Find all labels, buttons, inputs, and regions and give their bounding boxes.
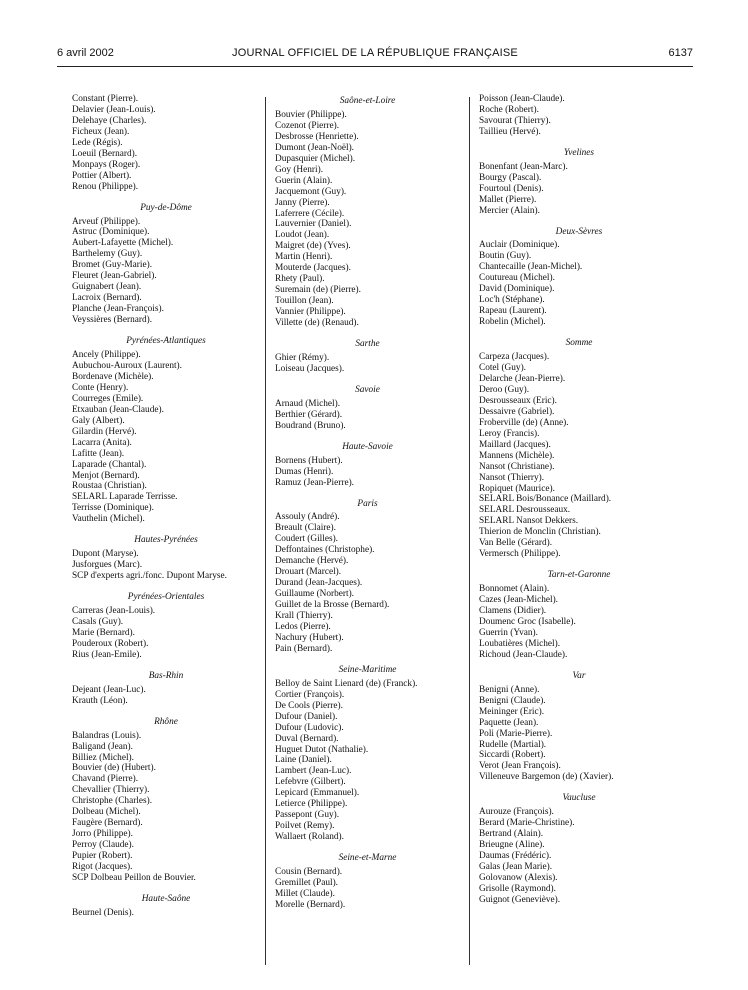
expert-name: Passepont (Guy).: [275, 810, 340, 821]
department-section: [275, 96, 460, 329]
department-section: [72, 671, 260, 707]
expert-name: Jusforgues (Marc).: [72, 560, 143, 571]
expert-name: Ghier (Rémy).: [275, 352, 330, 363]
expert-name: Boudrand (Bruno).: [275, 420, 346, 431]
expert-name: Pain (Bernard).: [275, 643, 333, 654]
department-section: [479, 570, 679, 661]
expert-name: Nachury (Hubert).: [275, 632, 344, 643]
expert-name: Etxauban (Jean-Claude).: [72, 404, 164, 415]
expert-name: Cazes (Jean-Michel).: [479, 595, 558, 606]
department-heading: Haute-Savoie: [342, 441, 393, 452]
expert-name: Rhety (Paul).: [275, 274, 325, 285]
expert-name: Doumenc Groc (Isabelle).: [479, 616, 576, 627]
expert-name: Froberville (de) (Anne).: [479, 417, 569, 428]
expert-name: Lacarra (Anita).: [72, 437, 132, 448]
expert-name: Carreras (Jean-Louis).: [72, 606, 156, 617]
expert-name: Aubert-Lafayette (Michel).: [72, 238, 174, 249]
expert-name: Delarche (Jean-Pierre).: [479, 373, 566, 384]
expert-name: Letierce (Philippe).: [275, 799, 348, 810]
expert-name: Assouly (André).: [275, 512, 340, 523]
column-divider: [265, 97, 266, 965]
department-heading: Somme: [565, 338, 593, 349]
expert-name: Cousin (Bernard).: [275, 867, 343, 878]
expert-name: Krauth (Léon).: [72, 695, 128, 706]
expert-name: Loeuil (Bernard).: [72, 148, 138, 159]
department-section: [275, 853, 460, 911]
expert-name: Cozenot (Pierre).: [275, 120, 340, 131]
expert-name: Daumas (Frédéric).: [479, 851, 552, 862]
expert-name: Poisson (Jean-Claude).: [479, 94, 565, 104]
expert-name: Villeneuve Bargemon (de) (Xavier).: [479, 772, 614, 783]
expert-name: Morelle (Bernard).: [275, 899, 346, 910]
expert-name: Veyssières (Bernard).: [72, 315, 153, 326]
expert-name: Menjot (Bernard).: [72, 470, 140, 481]
expert-name: Mouterde (Jacques).: [275, 263, 351, 274]
expert-name: Coutureau (Michel).: [479, 273, 555, 284]
column-2: [275, 94, 460, 921]
expert-name: Guerin (Alain).: [275, 175, 333, 186]
expert-name: Bonenfant (Jean-Marc).: [479, 161, 568, 172]
expert-name: Aurouze (François).: [479, 807, 554, 818]
expert-name: Bouvier (Philippe).: [275, 109, 347, 120]
department-heading: Bas-Rhin: [148, 670, 184, 681]
expert-name: Coudert (Gilles).: [275, 534, 338, 545]
column-3: [479, 94, 679, 916]
expert-name: Meininger (Eric).: [479, 706, 545, 717]
expert-name: Belloy de Saint Lienard (de) (Franck).: [275, 678, 418, 689]
department-section: [72, 717, 260, 884]
expert-name: Savourat (Thierry).: [479, 115, 551, 126]
expert-name: Richoud (Jean-Claude).: [479, 649, 568, 660]
expert-name: Lacroix (Bernard).: [72, 293, 142, 304]
department-heading: Pyrénées-Atlantiques: [126, 336, 206, 347]
department-section: [479, 793, 679, 906]
expert-name: Thierion de Monclin (Christian).: [479, 527, 601, 538]
expert-name: Carpeza (Jacques).: [479, 352, 550, 363]
expert-name: Ancely (Philippe).: [72, 350, 141, 361]
department-heading: Paris: [357, 498, 378, 509]
expert-name: Verot (Jean François).: [479, 761, 561, 772]
expert-name: Duval (Bernard).: [275, 733, 339, 744]
expert-name: Leroy (Francis).: [479, 428, 540, 439]
page-number: 6137: [668, 47, 693, 59]
expert-name: Guignabert (Jean).: [72, 282, 142, 293]
expert-name: Bouvier (de) (Hubert).: [72, 763, 156, 774]
expert-name: Delehaye (Charles).: [72, 115, 147, 126]
expert-name: Conte (Henry).: [72, 382, 129, 393]
expert-name: Desrousseaux (Eric).: [479, 395, 557, 406]
expert-name: Mallet (Pierre).: [479, 194, 537, 205]
expert-name: Arveuf (Philippe).: [72, 216, 141, 227]
expert-name: Guignot (Geneviève).: [479, 894, 561, 905]
department-section: [72, 94, 260, 193]
department-heading: Yvelines: [563, 147, 595, 158]
expert-name: Nansot (Christiane).: [479, 461, 555, 472]
expert-name: Millet (Claude).: [275, 888, 335, 899]
expert-name: SELARL Laparade Terrisse.: [72, 492, 178, 503]
department-heading: Haute-Saône: [141, 893, 191, 904]
expert-name: Perroy (Claude).: [72, 840, 134, 851]
expert-name: Galy (Albert).: [72, 415, 125, 426]
department-section: [72, 336, 260, 525]
expert-name: SELARL Nansot Dekkers.: [479, 516, 579, 527]
column-divider: [469, 97, 470, 965]
expert-name: SCP Dolbeau Peillon de Bouvier.: [72, 873, 196, 883]
expert-name: Guillet de la Brosse (Bernard).: [275, 600, 390, 611]
expert-name: Cotel (Guy).: [479, 363, 526, 374]
expert-name: Guerrin (Yvan).: [479, 627, 538, 638]
expert-name: Ropiquet (Maurice).: [479, 483, 555, 494]
expert-name: Pottier (Albert).: [72, 170, 132, 181]
expert-name: Benigni (Claude).: [479, 695, 546, 706]
expert-name: Chevallier (Thierry).: [72, 785, 150, 796]
expert-name: Dejeant (Jean-Luc).: [72, 684, 146, 695]
expert-name: Rius (Jean-Emile).: [72, 649, 142, 660]
expert-name: Chantecaille (Jean-Michel).: [479, 262, 583, 273]
expert-name: Christophe (Charles).: [72, 796, 153, 807]
expert-name: Galas (Jean Marie).: [479, 862, 553, 873]
expert-name: Rudelle (Martial).: [479, 739, 547, 750]
expert-name: Laine (Daniel).: [275, 755, 332, 766]
expert-name: De Cools (Pierre).: [275, 700, 343, 711]
department-heading: Rhône: [154, 716, 178, 727]
expert-name: Huguet Dutot (Nathalie).: [275, 744, 369, 755]
expert-name: SCP d'experts agri./fonc. Dupont Maryse.: [72, 571, 227, 582]
page-header: [57, 47, 693, 63]
department-section: [72, 894, 260, 919]
expert-name: Guillaume (Norbert).: [275, 589, 354, 600]
expert-name: Casals (Guy).: [72, 616, 124, 627]
department-heading: Seine-et-Marne: [338, 853, 397, 864]
expert-name: Grisolle (Raymond).: [479, 883, 556, 894]
expert-name: Rapeau (Laurent).: [479, 306, 547, 317]
expert-name: Marie (Bernard).: [72, 627, 135, 638]
expert-name: Bromet (Guy-Marie).: [72, 260, 153, 271]
expert-name: Martin (Henri).: [275, 252, 333, 263]
expert-name: Bourgy (Pascal).: [479, 172, 542, 183]
column-1: [72, 94, 260, 929]
expert-name: Lauvernier (Daniel).: [275, 219, 352, 230]
department-heading: Saône-et-Loire: [339, 96, 396, 106]
journal-title: JOURNAL OFFICIEL DE LA RÉPUBLIQUE FRANÇAISE: [232, 47, 518, 59]
header-rule: [57, 66, 693, 67]
expert-name: Gremillet (Paul).: [275, 878, 338, 888]
expert-name: SELARL Desrousseaux.: [479, 505, 571, 516]
department-section: [479, 148, 679, 217]
expert-name: Lafitte (Jean).: [72, 448, 125, 459]
expert-name: Villette (de) (Renaud).: [275, 318, 359, 329]
expert-name: Rigot (Jacques).: [72, 862, 133, 873]
expert-name: Pupier (Robert).: [72, 851, 133, 862]
expert-name: Bertrand (Alain).: [479, 829, 544, 840]
expert-name: Benigni (Anne).: [479, 684, 540, 695]
expert-name: Demanche (Hervé).: [275, 556, 349, 567]
expert-name: Berthier (Gérard).: [275, 409, 343, 420]
expert-name: Arnaud (Michel).: [275, 398, 341, 409]
expert-name: Touillon (Jean).: [275, 296, 334, 307]
expert-name: Jacquemont (Guy).: [275, 186, 347, 197]
expert-name: Pouderoux (Robert).: [72, 638, 149, 649]
issue-date: 6 avril 2002: [57, 47, 114, 59]
expert-name: Lede (Régis).: [72, 137, 123, 148]
expert-name: Loudot (Jean).: [275, 230, 330, 241]
expert-name: Vauthelin (Michel).: [72, 514, 145, 525]
expert-name: Roche (Robert).: [479, 104, 539, 115]
expert-name: Dessaivre (Gabriel).: [479, 406, 555, 417]
department-section: [479, 94, 679, 138]
expert-name: Loiseau (Jacques).: [275, 363, 345, 374]
expert-name: Baligand (Jean).: [72, 741, 133, 752]
expert-name: Robelin (Michel).: [479, 317, 546, 328]
expert-name: Loc'h (Stéphane).: [479, 295, 545, 306]
department-section: [72, 203, 260, 326]
expert-name: Vannier (Philippe).: [275, 307, 346, 318]
expert-name: Fleuret (Jean-Gabriel).: [72, 271, 157, 282]
expert-name: Dupasquier (Michel).: [275, 153, 356, 164]
department-heading: Puy-de-Dôme: [140, 202, 192, 213]
expert-name: Deroo (Guy).: [479, 384, 530, 395]
expert-name: Chavand (Pierre).: [72, 774, 139, 785]
expert-name: Dumont (Jean-Noël).: [275, 142, 355, 153]
expert-name: Dufour (Daniel).: [275, 711, 338, 722]
department-heading: Deux-Sèvres: [555, 226, 603, 237]
expert-name: Poli (Marie-Pierre).: [479, 728, 553, 739]
department-section: [275, 442, 460, 489]
expert-name: Lepicard (Emmanuel).: [275, 788, 360, 799]
expert-name: Terrisse (Dominique).: [72, 503, 154, 514]
department-section: [275, 385, 460, 432]
expert-name: Maigret (de) (Yves).: [275, 241, 351, 252]
department-heading: Vaucluse: [562, 793, 596, 804]
expert-name: Dolbeau (Michel).: [72, 807, 141, 818]
expert-name: Roustaa (Christian).: [72, 481, 147, 492]
department-section: [275, 665, 460, 843]
expert-name: Renou (Philippe).: [72, 181, 139, 192]
expert-name: Nansot (Thierry).: [479, 472, 545, 483]
expert-name: Suremain (de) (Pierre).: [275, 285, 361, 296]
expert-name: Brieugne (Aline).: [479, 840, 545, 851]
expert-name: Laparade (Chantal).: [72, 459, 147, 470]
expert-name: Drouart (Marcel).: [275, 567, 342, 578]
expert-name: Gilardin (Hervé).: [72, 426, 137, 437]
expert-name: Taillieu (Hervé).: [479, 126, 541, 137]
expert-name: Billiez (Michel).: [72, 752, 134, 763]
expert-name: Clamens (Didier).: [479, 606, 547, 617]
expert-name: Krall (Thierry).: [275, 611, 333, 622]
expert-name: Poilvet (Remy).: [275, 821, 335, 832]
expert-name: Bonnomet (Alain).: [479, 584, 550, 595]
department-heading: Hautes-Pyrénées: [134, 535, 198, 546]
expert-name: Boutin (Guy).: [479, 251, 532, 262]
expert-name: Janny (Pierre).: [275, 197, 330, 208]
expert-name: Wallaert (Roland).: [275, 832, 344, 843]
expert-name: Lefebvre (Gilbert).: [275, 777, 346, 788]
expert-name: SELARL Bois/Bonance (Maillard).: [479, 494, 612, 505]
department-heading: Tarn-et-Garonne: [547, 570, 611, 581]
expert-name: Loubatières (Michel).: [479, 638, 561, 649]
expert-name: Auclair (Dominique).: [479, 240, 560, 251]
expert-name: Lambert (Jean-Luc).: [275, 766, 352, 777]
expert-name: Delavier (Jean-Louis).: [72, 104, 156, 115]
department-heading: Seine-Maritime: [338, 664, 397, 675]
expert-name: Barthelemy (Guy).: [72, 249, 143, 260]
expert-name: Goy (Henri).: [275, 164, 324, 175]
expert-name: Bordenave (Michèle).: [72, 371, 154, 382]
expert-name: Monpays (Roger).: [72, 159, 141, 170]
expert-name: Van Belle (Gérard).: [479, 538, 553, 549]
expert-name: Dupont (Maryse).: [72, 549, 139, 560]
expert-name: Mannens (Michèle).: [479, 450, 555, 461]
expert-name: Fourtoul (Denis).: [479, 183, 544, 194]
department-heading: Savoie: [355, 384, 380, 395]
expert-name: Maillard (Jacques).: [479, 439, 551, 450]
expert-name: Siccardi (Robert).: [479, 750, 546, 761]
expert-name: Berard (Marie-Christine).: [479, 818, 575, 829]
expert-name: Constant (Pierre).: [72, 94, 139, 104]
expert-name: Golovanow (Alexis).: [479, 873, 558, 883]
expert-name: Mercier (Alain).: [479, 205, 540, 216]
expert-name: Laferrere (Cécile).: [275, 208, 345, 219]
department-section: [479, 671, 679, 784]
expert-name: Vermersch (Philippe).: [479, 549, 561, 560]
expert-name: Breault (Claire).: [275, 523, 336, 534]
expert-name: Courreges (Emile).: [72, 393, 144, 404]
department-section: [72, 592, 260, 661]
expert-name: Desbrosse (Henriette).: [275, 131, 359, 142]
expert-name: Deffontaines (Christophe).: [275, 545, 375, 556]
expert-name: Bornens (Hubert).: [275, 455, 343, 466]
expert-name: Ramuz (Jean-Pierre).: [275, 477, 354, 488]
expert-name: Faugère (Bernard).: [72, 818, 143, 829]
expert-name: Dufour (Ludovic).: [275, 722, 344, 733]
department-section: [479, 227, 679, 329]
expert-name: Dumas (Henri).: [275, 466, 334, 477]
expert-name: Jorro (Philippe).: [72, 829, 133, 840]
expert-name: Paquette (Jean).: [479, 717, 539, 728]
expert-name: Ficheux (Jean).: [72, 126, 130, 137]
department-heading: Pyrénées-Orientales: [127, 592, 205, 603]
department-heading: Var: [572, 670, 586, 681]
expert-name: Ledos (Pierre).: [275, 621, 331, 632]
expert-name: Balandras (Louis).: [72, 730, 142, 741]
department-section: [72, 535, 260, 582]
department-heading: Sarthe: [355, 339, 380, 350]
expert-name: Durand (Jean-Jacques).: [275, 578, 363, 589]
expert-name: Planche (Jean-François).: [72, 304, 164, 315]
expert-name: Beurnel (Denis).: [72, 907, 134, 918]
expert-name: Cortier (François).: [275, 689, 345, 700]
department-section: [275, 339, 460, 375]
department-section: [275, 499, 460, 655]
expert-name: Aubuchou-Auroux (Laurent).: [72, 360, 182, 371]
expert-name: Astruc (Dominique).: [72, 227, 150, 238]
expert-name: David (Dominique).: [479, 284, 555, 295]
department-section: [479, 338, 679, 560]
